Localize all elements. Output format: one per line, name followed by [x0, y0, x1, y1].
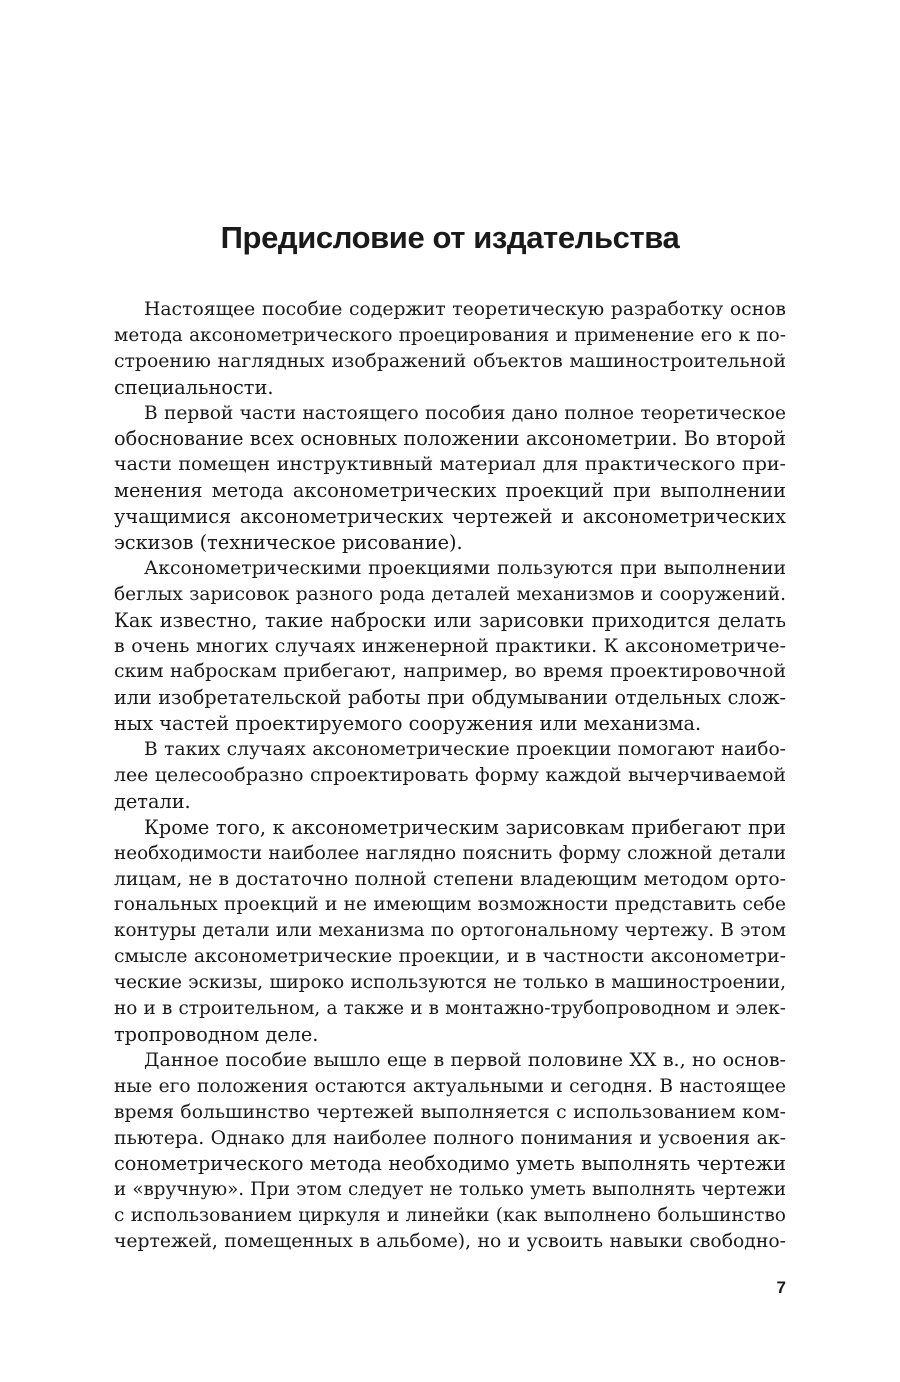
text-line: время большинство чертежей выполняется с использованием ком- — [114, 1101, 786, 1123]
text-line: В таких случаях аксонометрические проекции помогают наибо- — [144, 739, 786, 761]
text-line: необходимости наиболее наглядно пояснить форму сложной детали — [114, 842, 786, 864]
text-line: лее целесообразно спроектировать форму каждой вычерчиваемой — [114, 764, 786, 787]
text-line: Аксонометрическими проекциями пользуются при выполнении — [144, 557, 786, 579]
paragraph — [114, 297, 786, 401]
text-line: смысле аксонометрические проекции, и в частности аксонометри- — [114, 946, 786, 968]
text-line: пьютера. Однако для наиболее полного понимания и усвоения ак- — [114, 1126, 786, 1149]
text-line: части помещен инструктивный материал для практического при- — [114, 453, 786, 476]
text-line: менения метода аксонометрических проекций при выполнении — [114, 479, 786, 503]
text-line: ные его положения остаются актуальными и сегодня. В настоящее — [114, 1075, 786, 1097]
text-line: сонометрического метода необходимо уметь выполнять чертежи — [114, 1152, 786, 1176]
text-line: Настоящее пособие содержит теоретическую разработку основ — [144, 299, 786, 320]
body-text — [114, 297, 786, 1255]
text-line: учащимися аксонометрических чертежей и аксонометрических — [114, 505, 786, 529]
paragraph — [114, 556, 786, 737]
text-line: эскизов (техническое рисование). — [114, 531, 463, 555]
text-line: детали. — [114, 789, 191, 813]
paragraph — [114, 737, 786, 815]
text-line: Как известно, такие наброски или зарисовки приходится делать — [114, 608, 786, 632]
page-number: 7 — [776, 1278, 786, 1297]
text-line: беглых зарисовок разного рода деталей механизмов и сооружений. — [114, 583, 786, 605]
text-line: лицам, не в достаточно полной степени владеющим методом орто- — [114, 868, 786, 890]
text-line: тропроводном деле. — [114, 1022, 319, 1046]
text-line: Данное пособие вышло еще в первой половине XX в., но основ- — [144, 1048, 786, 1071]
text-line: специальности. — [114, 375, 274, 399]
text-line: чертежей, помещенных в альбоме), но и усвоить навыки свободно- — [114, 1231, 786, 1253]
text-line: контуры детали или механизма по ортогональному чертежу. В этом — [114, 920, 786, 942]
paragraph — [114, 1048, 786, 1255]
text-line: строению наглядных изображений объектов машиностроительной — [114, 350, 786, 372]
text-line: в очень многих случаях инженерной практики. К аксонометриче- — [114, 634, 786, 657]
text-line: но и в строительном, а также и в монтажно-трубопроводном и элек- — [114, 998, 786, 1020]
text-line: или изобретательской работы при обдумывании отдельных слож- — [114, 686, 786, 710]
text-line: В первой части настоящего пособия дано полное теоретическое — [144, 402, 786, 424]
text-line: обоснование всех основных положении аксонометрии. Во второй — [114, 427, 786, 451]
text-line: Кроме того, к аксонометрическим зарисовкам прибегают при — [144, 815, 786, 839]
text-line: гональных проекций и не имеющим возможности представить себе — [114, 894, 786, 916]
page-title: Предисловие от издательства — [220, 220, 680, 255]
text-line: ных частей проектируемого сооружения или механизма. — [114, 712, 702, 736]
text-line: и «вручную». При этом следует не только уметь выполнять чертежи — [114, 1179, 786, 1201]
text-line: с использованием циркуля и линейки (как выполнено большинство — [114, 1205, 786, 1227]
text-line: метода аксонометрического проецирования и применение его к по- — [114, 324, 786, 346]
text-line: ческие эскизы, широко используются не только в машиностроении, — [114, 972, 786, 994]
paragraph — [114, 815, 786, 1048]
text-line: ским наброскам прибегают, например, во время проектировочной — [114, 661, 786, 683]
paragraph — [114, 401, 786, 556]
